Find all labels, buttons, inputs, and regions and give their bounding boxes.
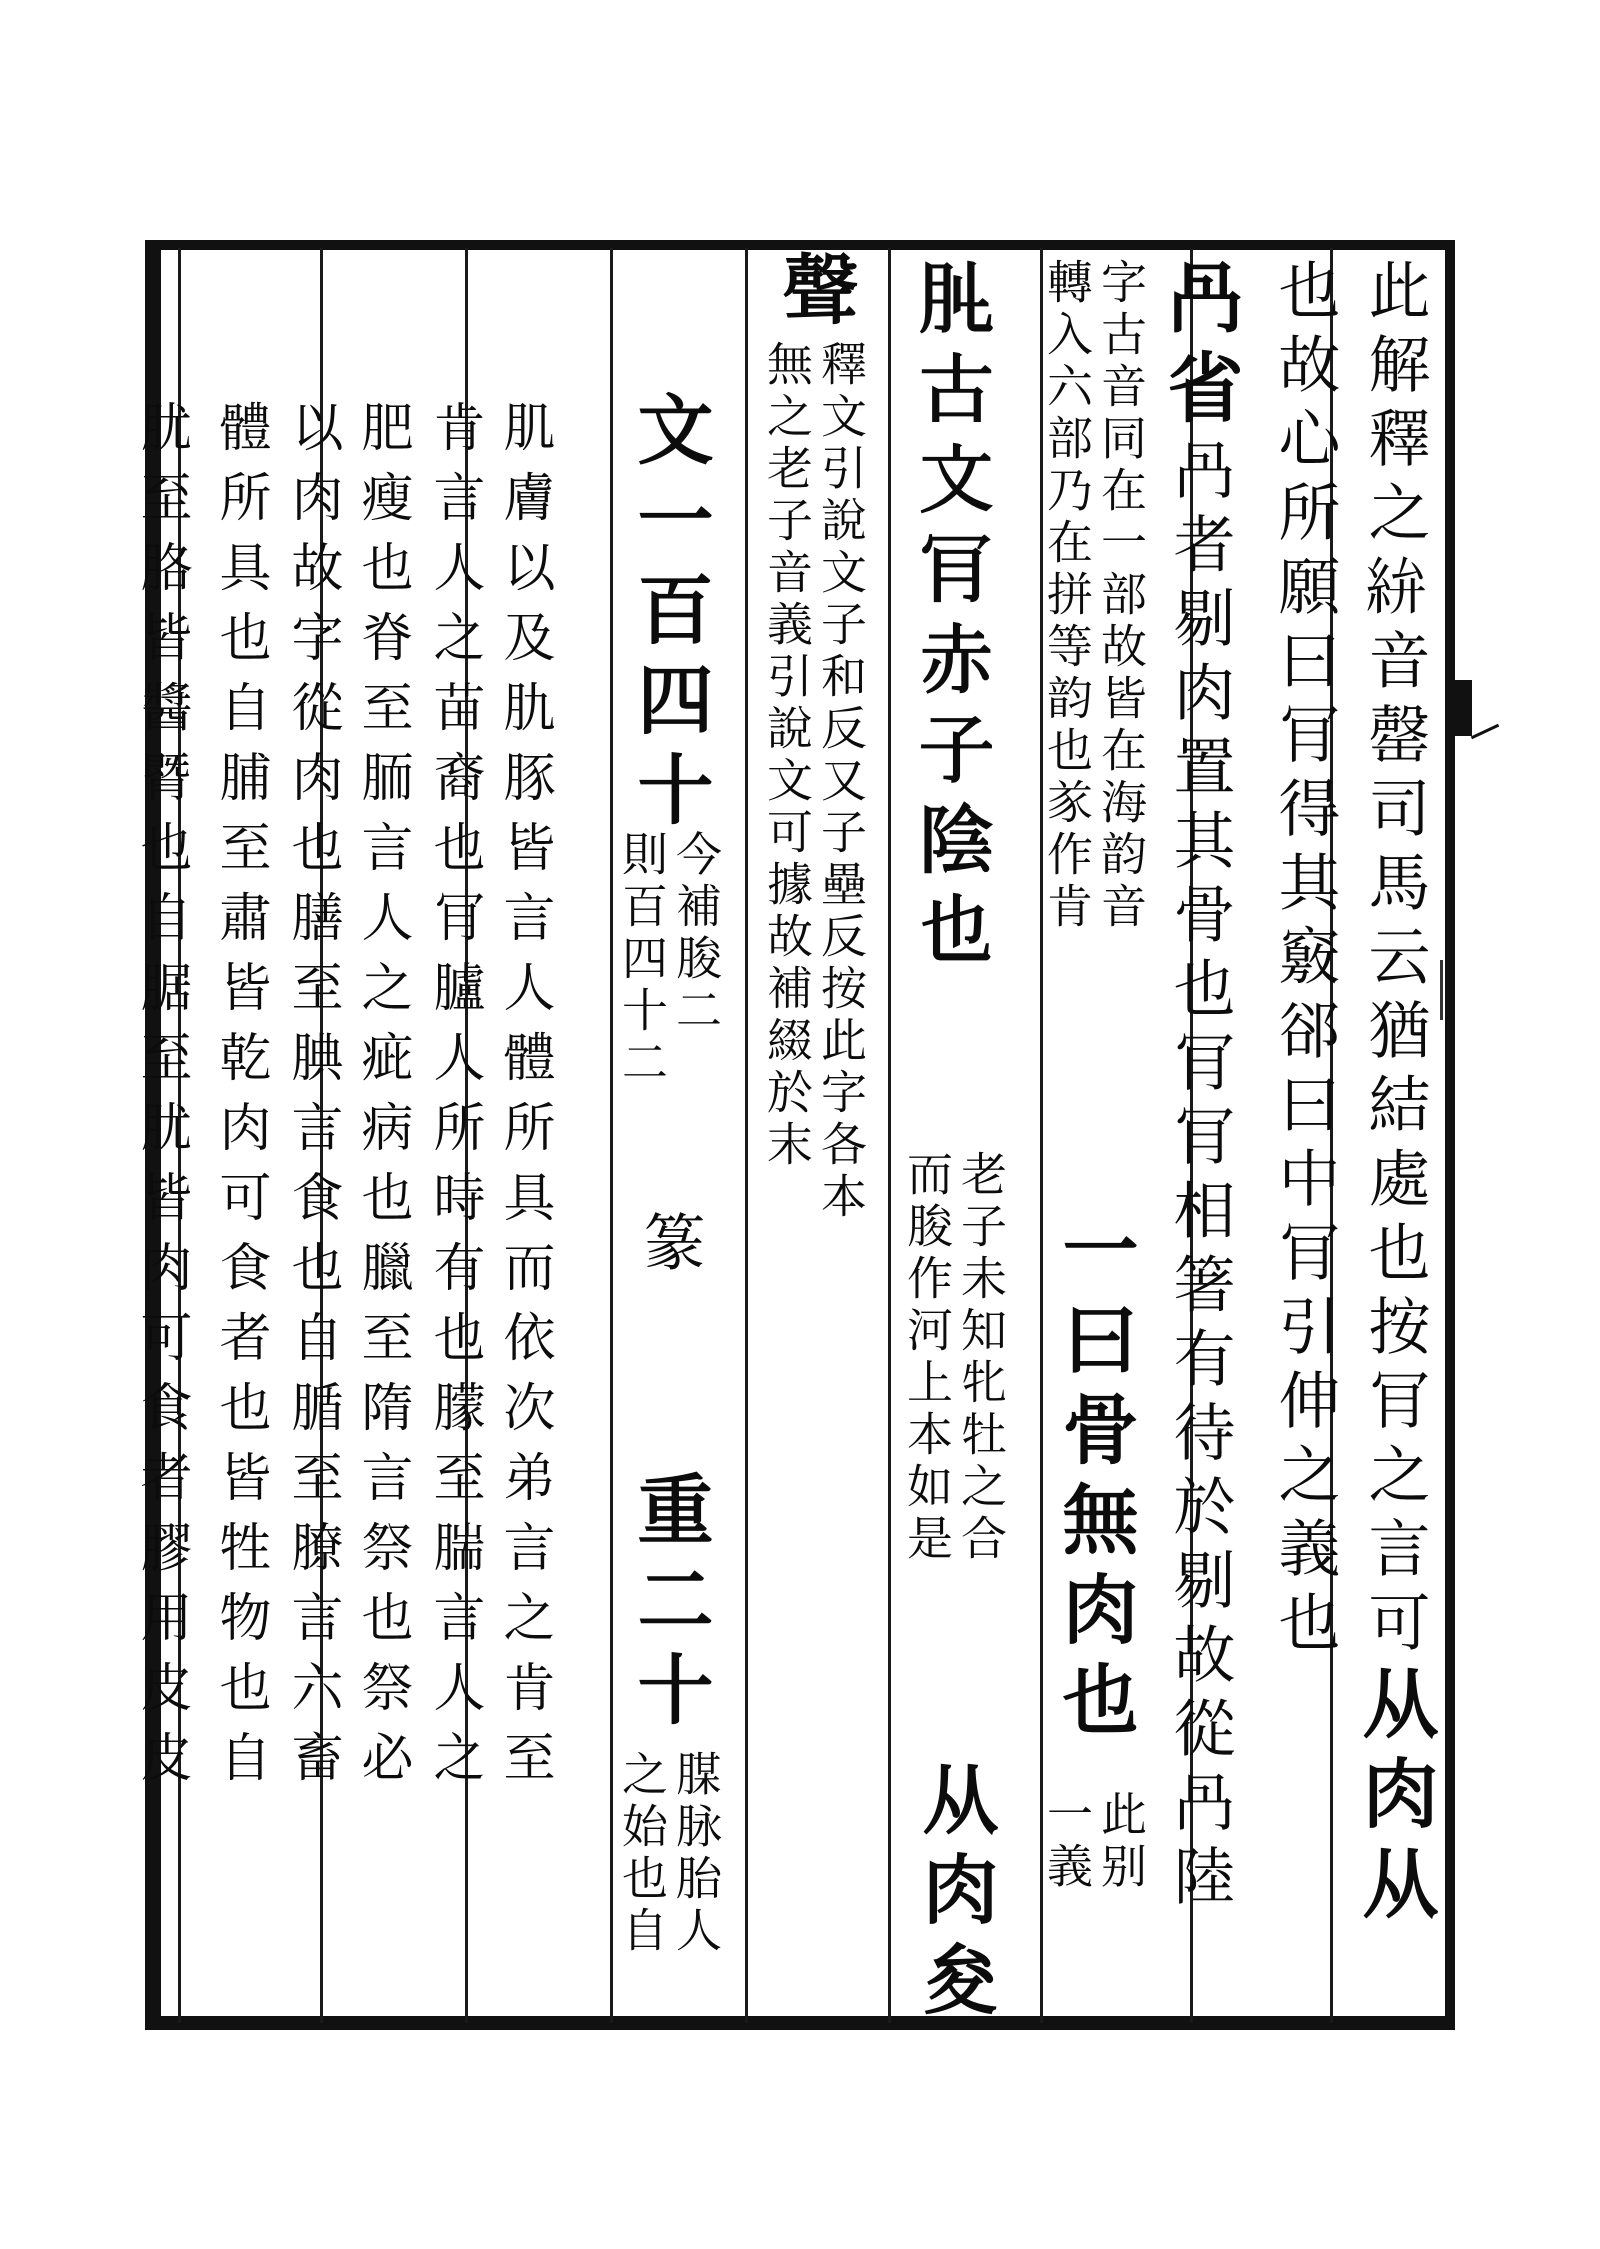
heading-text: 从肉从	[1350, 1664, 1439, 1934]
note-line	[669, 830, 723, 1210]
heading-column	[615, 1210, 723, 1290]
heading-text: 赤子陰也	[910, 618, 999, 978]
note-line	[669, 1750, 723, 2020]
note-line	[615, 1750, 669, 2020]
note-line	[954, 1150, 1008, 1790]
seal-character: 𦘳	[910, 258, 999, 348]
text-column	[1145, 258, 1253, 2018]
note-line	[1094, 1790, 1148, 2020]
column-text: 肬至胳皆醬䐴也自腒至肬皆肉可食者膠用皮皮	[131, 400, 191, 1800]
heading-text: 从肉夋	[910, 1760, 999, 2030]
text-column	[1250, 258, 1358, 2018]
seal-label: 篆	[633, 1210, 706, 1284]
note-block	[615, 1750, 723, 2020]
note-text: 一義	[1040, 1790, 1094, 1894]
column-text: 體所具也自脯至肅皆乾肉可食者也皆牲物也自	[210, 400, 270, 1800]
heading-text: 冎省	[1155, 258, 1244, 438]
commentary-line	[814, 340, 868, 2020]
note-text: 今補朘二	[669, 830, 723, 1038]
heading-text: 文一百四十	[625, 390, 714, 840]
text-column	[615, 390, 723, 840]
note-text: 老子未知牝牡之合	[954, 1150, 1008, 1566]
column-rule	[610, 248, 613, 2023]
column-text: 以肉故字從肉也膳至腆言食也自腯至膫言六畜	[282, 400, 342, 1800]
column-text: 冎者剔肉置其骨也肎肎相箸有待於剔故從冎陸	[1163, 438, 1236, 1918]
commentary-text: 釋文引說文子和反又子壘反按此字各本	[814, 340, 868, 1224]
note-line	[1040, 1790, 1094, 2020]
fishtail-wing	[1471, 724, 1499, 739]
note-text: 而朘作河上本如是	[900, 1150, 954, 1566]
note-line	[900, 1150, 954, 1790]
column-text: 肌膚以及肍豚皆言人體所具而依次弟言之肯至	[494, 400, 554, 1800]
note-text: 之始也自	[615, 1750, 669, 1958]
note-line	[615, 830, 669, 1210]
note-block	[900, 1150, 1008, 1790]
commentary-line	[760, 340, 814, 2020]
text-column	[131, 400, 215, 2020]
commentary-text: 字古音同在一部故皆在海韵音	[1094, 258, 1148, 934]
note-text: 則百四十二	[615, 830, 669, 1090]
note-block	[615, 830, 723, 1210]
column-text: 肥瘦也脊至胹言人之疵病也臘至隋言祭也祭必	[352, 400, 412, 1800]
note-block	[1040, 1790, 1148, 2020]
column-text: 也故心所願曰肎得其竅郤曰中肎引伸之義也	[1268, 258, 1341, 1664]
note-text: 腜脉胎人	[669, 1750, 723, 1958]
column-rule	[888, 248, 891, 2023]
column-rule	[745, 248, 748, 2023]
column-text: 肯言人之苗裔也肎臚人所時有也朦至腨言人之	[424, 400, 484, 1800]
fishtail-mark	[1450, 680, 1472, 736]
commentary-text: 無之老子音義引說文可據故補綴於末	[760, 340, 814, 1172]
note-text: 此别	[1094, 1790, 1148, 1894]
column-text: 此解釋之𥿋音罄司馬云猶結處也按肎之言可	[1358, 258, 1431, 1664]
heading-column	[900, 1760, 1008, 2030]
heading-text: 聲	[770, 250, 859, 340]
heading-text: 一曰骨無肉也	[1050, 1210, 1139, 1750]
commentary-text: 轉入六部乃在拼等韵也㒸作肯	[1040, 258, 1094, 934]
heading-text: 古文肎	[910, 348, 999, 618]
heading-text: 重二十	[625, 1470, 714, 1740]
commentary-block	[760, 340, 868, 2020]
